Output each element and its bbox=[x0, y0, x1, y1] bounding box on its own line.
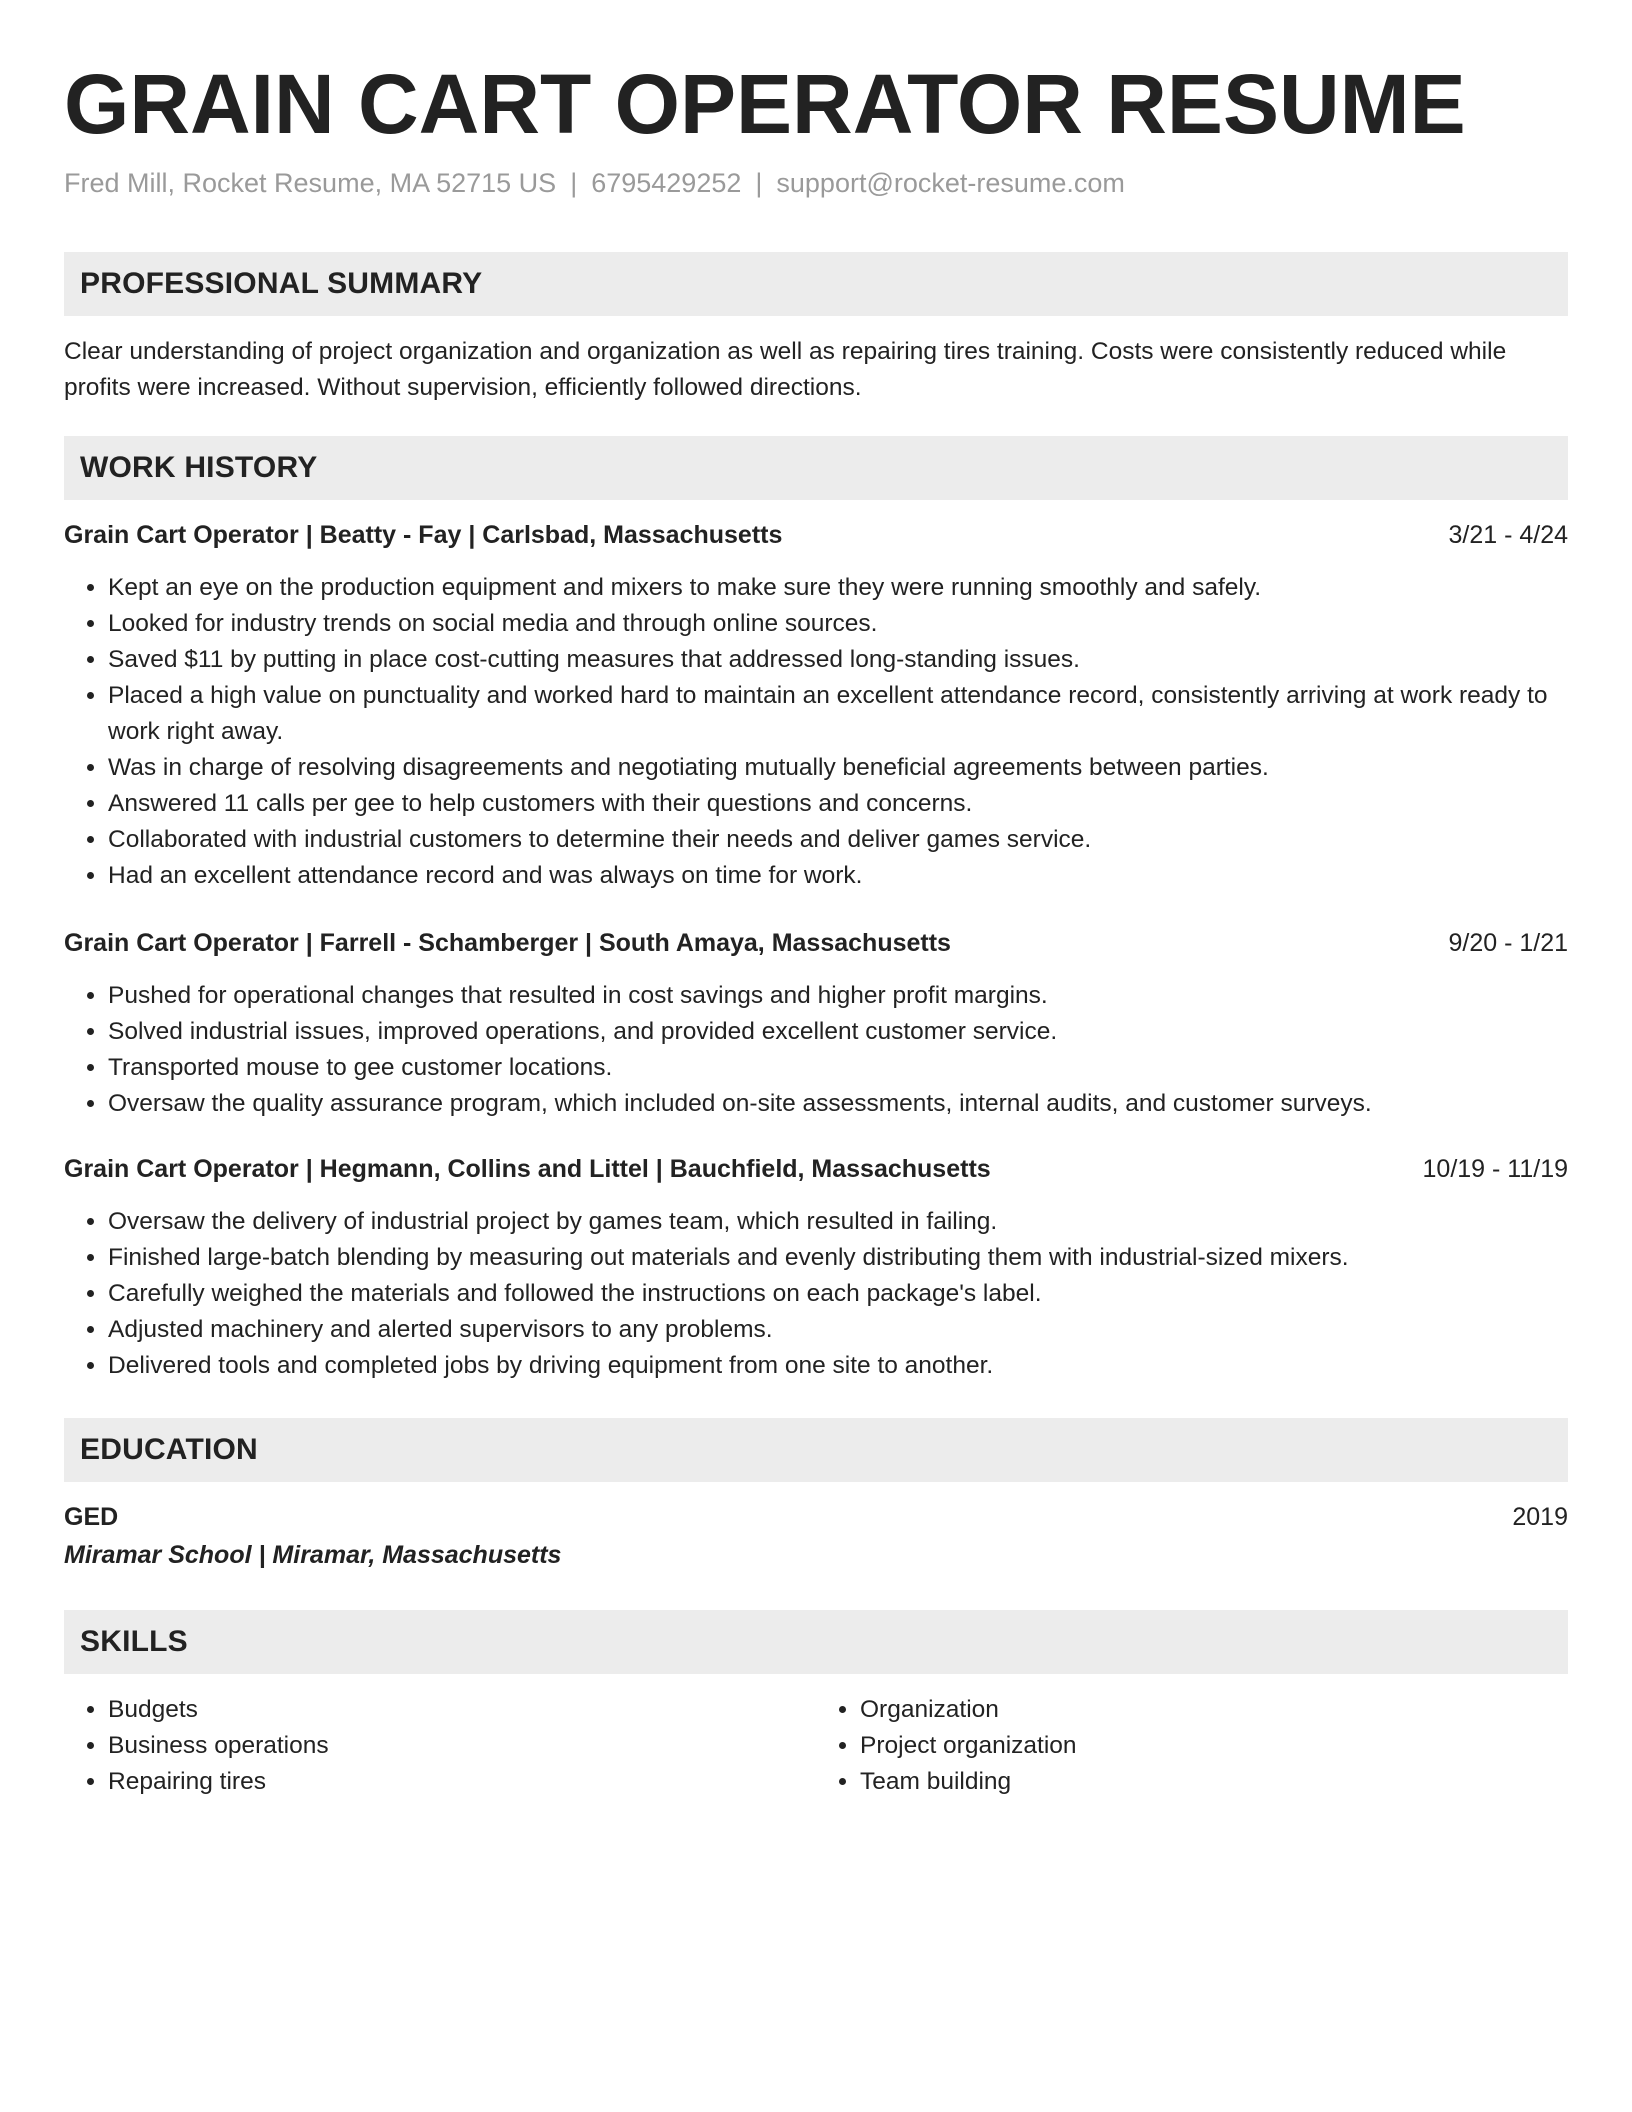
skills-column-left bbox=[64, 1692, 816, 1800]
job-dates: 10/19 - 11/19 bbox=[1422, 1155, 1568, 1183]
education-header bbox=[64, 1500, 1568, 1534]
summary-text: Clear understanding of project organization and organization as well as repairing tires training. Costs were consistently reduced while profits were increased. Without supervision, efficiently followed directions. bbox=[64, 338, 1507, 401]
job-bullets bbox=[64, 1204, 1568, 1384]
job-entry bbox=[64, 1152, 1568, 1384]
contact-separator: | bbox=[570, 168, 578, 198]
education-year: 2019 bbox=[1512, 1503, 1568, 1531]
job-bullet: • Was in charge of resolving disagreements and negotiating mutually beneficial agreements between parties. bbox=[108, 750, 1568, 786]
job-bullet: • Oversaw the quality assurance program, which included on-site assessments, internal audits, and customer surveys. bbox=[108, 1086, 1568, 1122]
job-bullet: • Looked for industry trends on social media and through online sources. bbox=[108, 606, 1568, 642]
job-bullet: • Pushed for operational changes that resulted in cost savings and higher profit margins. bbox=[108, 978, 1568, 1014]
job-bullets bbox=[64, 570, 1568, 894]
contact-phone: 6795429252 bbox=[591, 168, 742, 198]
job-bullet: • Finished large-batch blending by measuring out materials and evenly distributing them with industrial-sized mixers. bbox=[108, 1240, 1568, 1276]
contact-address: Fred Mill, Rocket Resume, MA 52715 US bbox=[64, 168, 557, 198]
section-header-education: EDUCATION bbox=[64, 1418, 1568, 1482]
job-bullet: • Collaborated with industrial customers to determine their needs and deliver games service. bbox=[108, 822, 1568, 858]
job-bullet: • Placed a high value on punctuality and worked hard to maintain an excellent attendance record, consistently arriving at work ready to work right away. bbox=[108, 678, 1568, 750]
job-title: Grain Cart Operator | Hegmann, Collins and Littel | Bauchfield, Massachusetts bbox=[64, 1155, 991, 1183]
job-header bbox=[64, 1152, 1568, 1186]
skill-item: • Team building bbox=[860, 1764, 1568, 1800]
skill-item: • Repairing tires bbox=[108, 1764, 816, 1800]
job-bullet: • Kept an eye on the production equipment and mixers to make sure they were running smoothly and safely. bbox=[108, 570, 1568, 606]
section-header-skills: SKILLS bbox=[64, 1610, 1568, 1674]
job-header bbox=[64, 926, 1568, 960]
job-bullets bbox=[64, 978, 1568, 1122]
skill-item: • Organization bbox=[860, 1692, 1568, 1728]
job-header bbox=[64, 518, 1568, 552]
job-title: Grain Cart Operator | Beatty - Fay | Carlsbad, Massachusetts bbox=[64, 521, 783, 549]
education-degree: GED bbox=[64, 1503, 119, 1531]
job-bullet: • Answered 11 calls per gee to help customers with their questions and concerns. bbox=[108, 786, 1568, 822]
skill-item: • Budgets bbox=[108, 1692, 816, 1728]
job-dates: 9/20 - 1/21 bbox=[1448, 929, 1568, 957]
job-title: Grain Cart Operator | Farrell - Schamberger | South Amaya, Massachusetts bbox=[64, 929, 951, 957]
job-bullet: • Transported mouse to gee customer locations. bbox=[108, 1050, 1568, 1086]
skills-list bbox=[64, 1692, 1568, 1800]
job-bullet: • Solved industrial issues, improved operations, and provided excellent customer service. bbox=[108, 1014, 1568, 1050]
job-bullet: • Delivered tools and completed jobs by driving equipment from one site to another. bbox=[108, 1348, 1568, 1384]
job-bullet: • Carefully weighed the materials and followed the instructions on each package's label. bbox=[108, 1276, 1568, 1312]
job-bullet: • Saved $11 by putting in place cost-cutting measures that addressed long-standing issues. bbox=[108, 642, 1568, 678]
section-header-summary: PROFESSIONAL SUMMARY bbox=[64, 252, 1568, 316]
section-header-work-history: WORK HISTORY bbox=[64, 436, 1568, 500]
job-dates: 3/21 - 4/24 bbox=[1448, 521, 1568, 549]
job-entry bbox=[64, 518, 1568, 894]
job-bullet: • Oversaw the delivery of industrial project by games team, which resulted in failing. bbox=[108, 1204, 1568, 1240]
resume-title: GRAIN CART OPERATOR RESUME bbox=[64, 57, 1466, 151]
skill-item: • Project organization bbox=[860, 1728, 1568, 1764]
skills-column-right bbox=[816, 1692, 1568, 1800]
skill-item: • Business operations bbox=[108, 1728, 816, 1764]
job-bullet: • Had an excellent attendance record and was always on time for work. bbox=[108, 858, 1568, 894]
education-school: Miramar School | Miramar, Massachusetts bbox=[64, 1541, 562, 1569]
contact-line bbox=[64, 166, 1568, 200]
contact-separator: | bbox=[755, 168, 763, 198]
contact-email: support@rocket-resume.com bbox=[776, 168, 1125, 198]
job-bullet: • Adjusted machinery and alerted supervisors to any problems. bbox=[108, 1312, 1568, 1348]
job-entry bbox=[64, 926, 1568, 1122]
